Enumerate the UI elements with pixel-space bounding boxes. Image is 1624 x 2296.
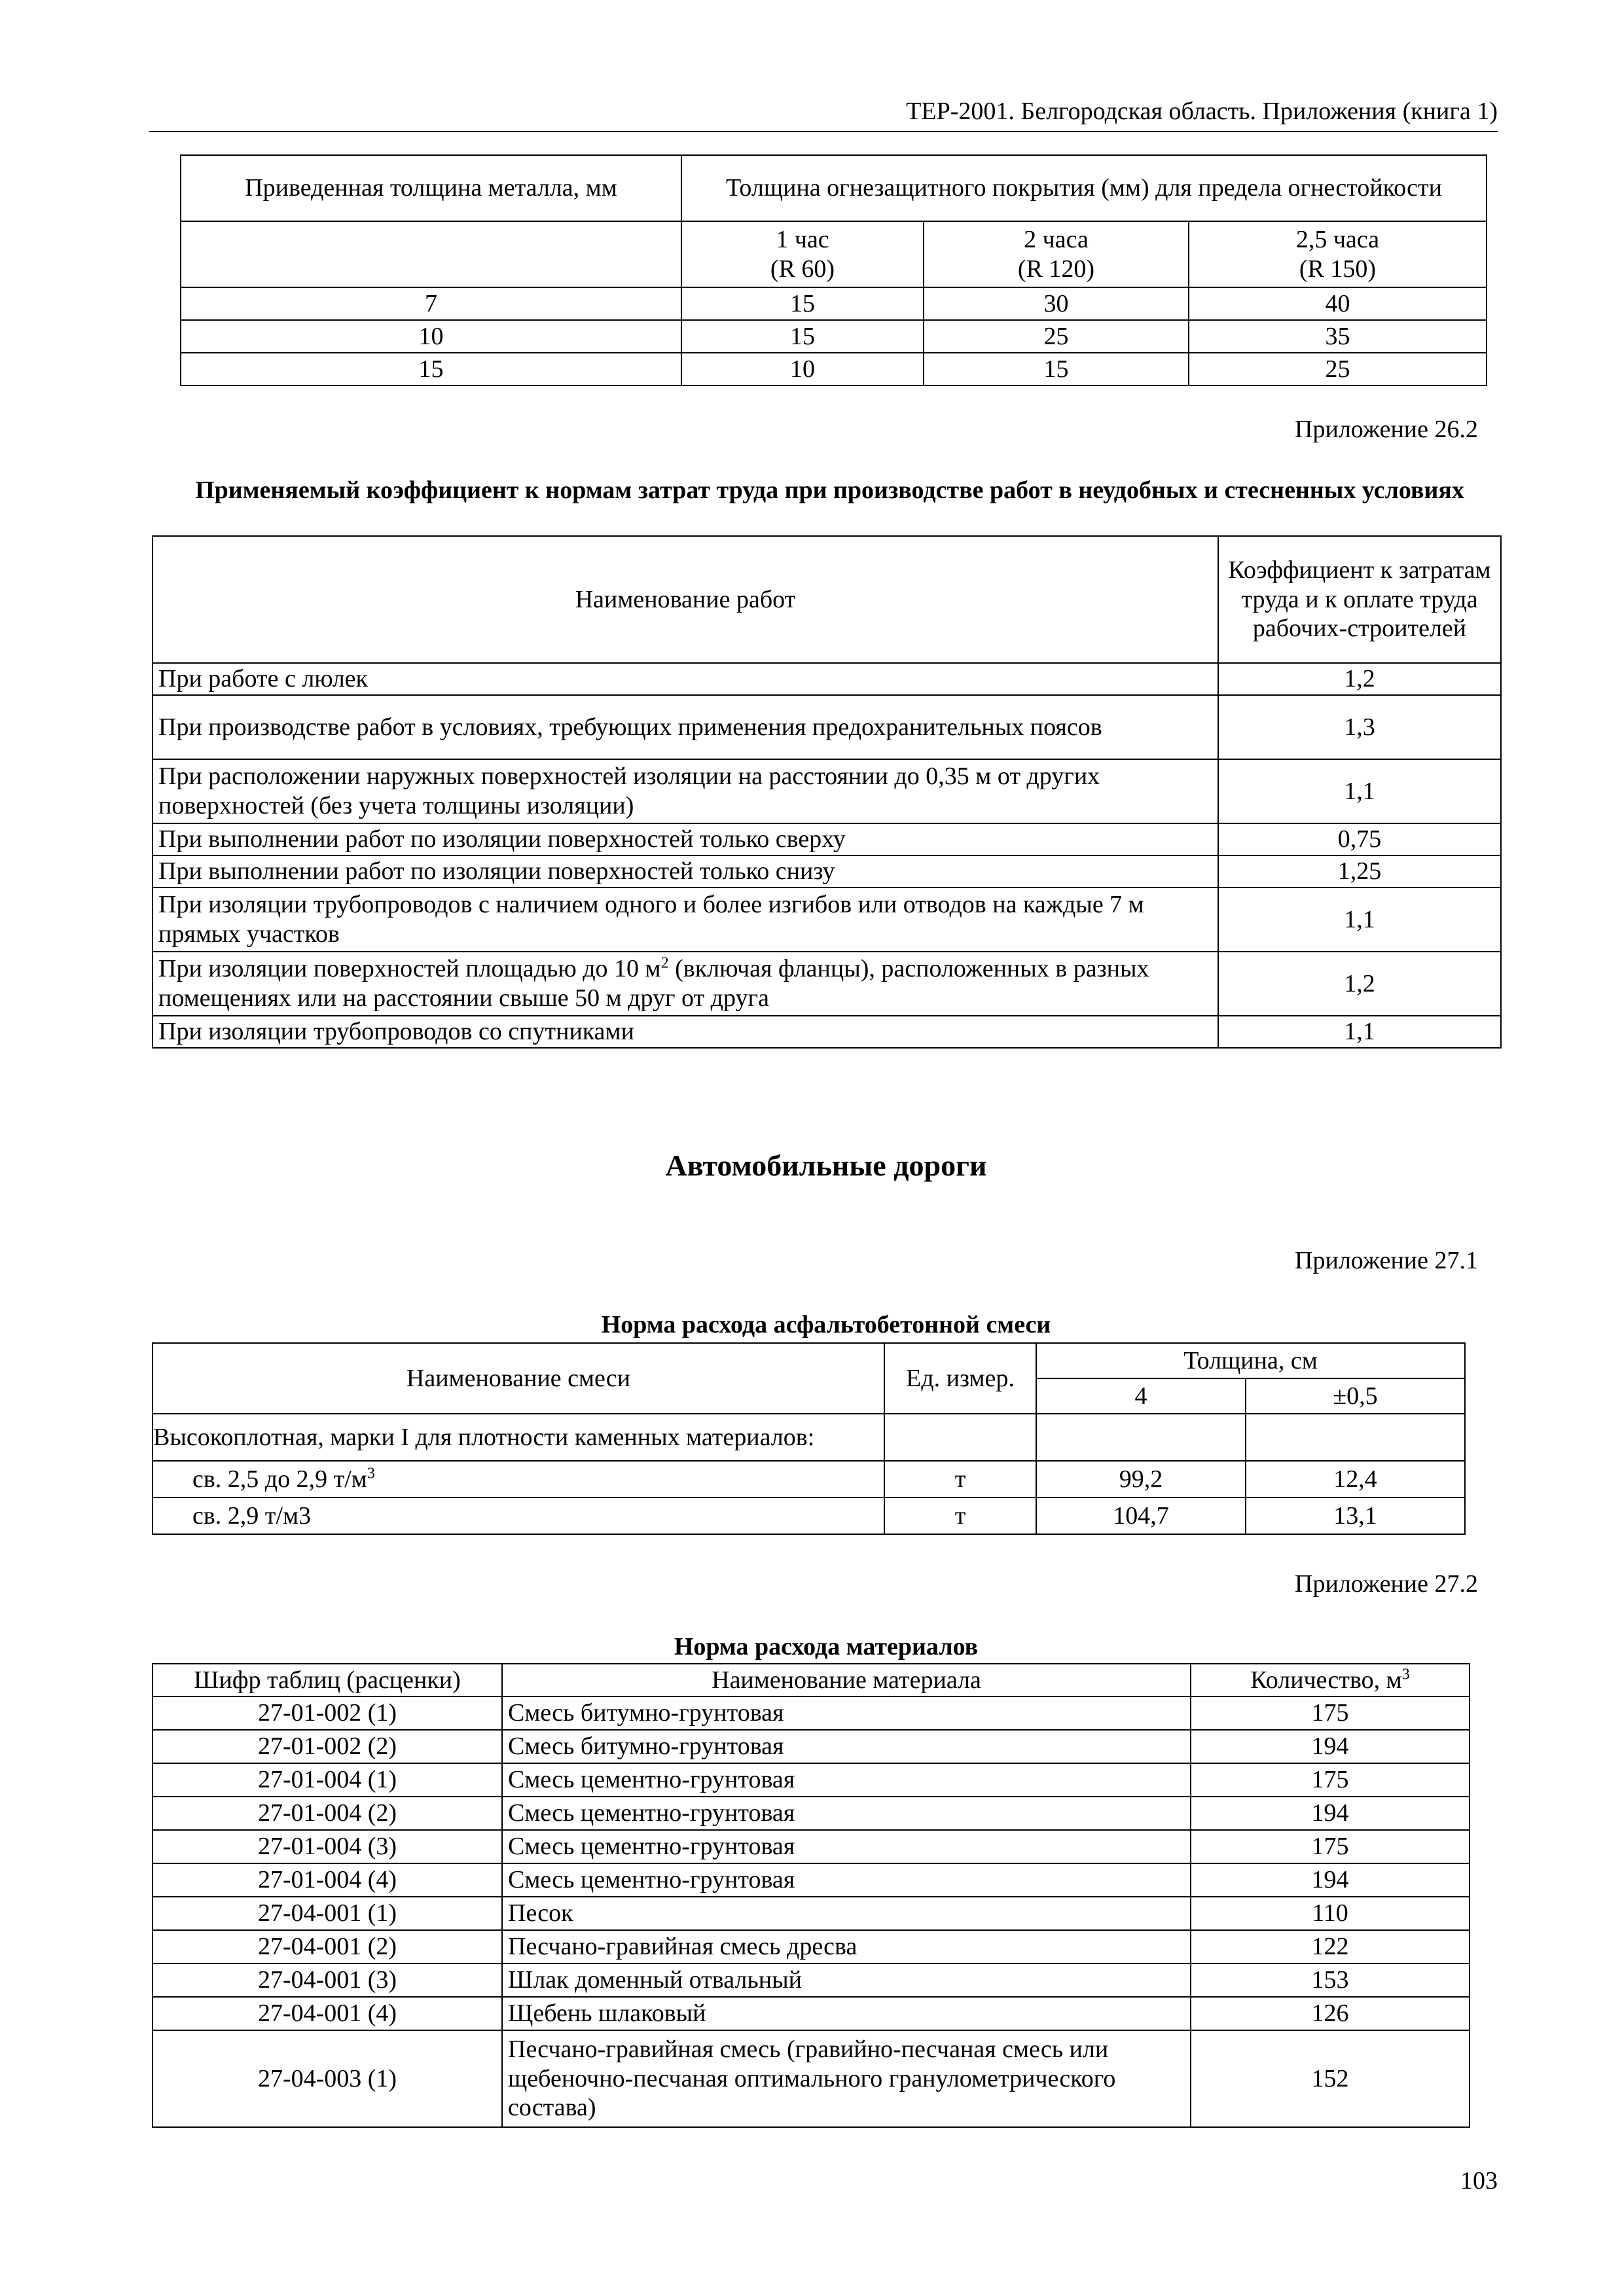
appendix-27-1-title: Норма расхода асфальтобетонной смеси xyxy=(601,1311,1051,1338)
table-row xyxy=(153,1016,1501,1048)
work-name-cell: При расположении наружных поверхностей изоляции на расстоянии до 0,35 м от других поверхностей (без учета толщины изоляции) xyxy=(153,759,1218,823)
col-unit-header: Ед. измер. xyxy=(884,1343,1036,1414)
table-row xyxy=(153,1964,1470,1997)
material-cell: Смесь битумно-грунтовая xyxy=(502,1730,1191,1763)
code-cell: 27-01-002 (2) xyxy=(153,1730,502,1763)
coefficient-cell: 1,3 xyxy=(1218,695,1501,759)
materials-norm-table xyxy=(152,1663,1470,2128)
coefficient-cell: 1,25 xyxy=(1218,855,1501,888)
quantity-cell: 194 xyxy=(1191,1797,1470,1830)
table-row xyxy=(153,1897,1470,1930)
material-cell: Смесь битумно-грунтовая xyxy=(502,1696,1191,1730)
work-name-cell: При производстве работ в условиях, требующих применения предохранительных поясов xyxy=(153,695,1218,759)
table-row xyxy=(153,952,1501,1016)
quantity-cell: 194 xyxy=(1191,1730,1470,1763)
unit-cell: т xyxy=(884,1461,1036,1498)
empty-cell xyxy=(1246,1414,1465,1461)
value-cell: 12,4 xyxy=(1246,1461,1465,1498)
col-coefficient-header: Коэффициент к затратам труда и к оплате труда рабочих-строителей xyxy=(1218,536,1501,663)
table-row xyxy=(181,320,1487,353)
table-row xyxy=(153,1830,1470,1863)
col-mix-name-header: Наименование смеси xyxy=(153,1343,884,1414)
table-row xyxy=(153,1997,1470,2030)
material-cell: Песчано-гравийная смесь дресва xyxy=(502,1930,1191,1964)
coefficient-cell: 0,75 xyxy=(1218,823,1501,855)
cell: 15 xyxy=(924,353,1189,386)
cell: 30 xyxy=(924,287,1189,320)
table-row xyxy=(181,287,1487,320)
cell: 15 xyxy=(681,320,924,353)
quantity-cell: 175 xyxy=(1191,1830,1470,1863)
cell: 25 xyxy=(924,320,1189,353)
code-cell: 27-01-004 (1) xyxy=(153,1763,502,1797)
empty-cell xyxy=(1036,1414,1246,1461)
value-cell: 13,1 xyxy=(1246,1498,1465,1534)
code-cell: 27-04-001 (3) xyxy=(153,1964,502,1997)
code-cell: 27-01-004 (3) xyxy=(153,1830,502,1863)
cell: 10 xyxy=(681,353,924,386)
table-row xyxy=(153,663,1501,695)
col-code-header: Шифр таблиц (расценки) xyxy=(153,1664,502,1696)
table-row xyxy=(153,1763,1470,1797)
material-cell: Песок xyxy=(502,1897,1191,1930)
material-cell: Смесь цементно-грунтовая xyxy=(502,1863,1191,1897)
table-row xyxy=(181,353,1487,386)
material-cell: Смесь цементно-грунтовая xyxy=(502,1830,1191,1863)
cell: 25 xyxy=(1189,353,1487,386)
col-thickness-header: Толщина, см xyxy=(1036,1343,1465,1378)
table-row xyxy=(153,1461,1465,1498)
cell: 15 xyxy=(181,353,681,386)
material-cell: Смесь цементно-грунтовая xyxy=(502,1797,1191,1830)
quantity-cell: 175 xyxy=(1191,1696,1470,1730)
code-cell: 27-01-004 (2) xyxy=(153,1797,502,1830)
code-cell: 27-04-001 (2) xyxy=(153,1930,502,1964)
work-name-cell: При выполнении работ по изоляции поверхностей только сверху xyxy=(153,823,1218,855)
work-name-cell: При изоляции поверхностей площадью до 10 $м^2$ (включая фланцы), расположенных в разных помещениях или на расстоянии свыше 50 м друг от друга xyxy=(153,952,1218,1016)
appendix-26-2-label: Приложение 26.2 xyxy=(1295,416,1478,443)
work-name-cell: При изоляции трубопроводов с наличием одного и более изгибов или отводов на каждые 7 м прямых участков xyxy=(153,888,1218,952)
quantity-cell: 152 xyxy=(1191,2030,1470,2127)
appendix-27-1-label: Приложение 27.1 xyxy=(1295,1247,1478,1274)
empty-cell xyxy=(181,221,681,287)
code-cell: 27-01-004 (4) xyxy=(153,1863,502,1897)
section-title: Автомобильные дороги xyxy=(665,1149,987,1182)
work-name-cell: При выполнении работ по изоляции поверхностей только снизу xyxy=(153,855,1218,888)
coefficient-cell: 1,2 xyxy=(1218,952,1501,1016)
header-rule xyxy=(149,131,1498,132)
code-cell: 27-04-003 (1) xyxy=(153,2030,502,2127)
table-row xyxy=(153,1730,1470,1763)
table-row xyxy=(153,1498,1465,1534)
table-row xyxy=(153,695,1501,759)
work-name-cell: При изоляции трубопроводов со спутниками xyxy=(153,1016,1218,1048)
sub-header-r60: 1 час (R 60) xyxy=(681,221,924,287)
code-cell: 27-04-001 (1) xyxy=(153,1897,502,1930)
fire-coating-table xyxy=(180,154,1487,386)
coefficient-cell: 1,1 xyxy=(1218,888,1501,952)
unit-cell: т xyxy=(884,1498,1036,1534)
value-cell: 104,7 xyxy=(1036,1498,1246,1534)
quantity-cell: 110 xyxy=(1191,1897,1470,1930)
table-row xyxy=(153,1414,1465,1461)
table-row xyxy=(153,855,1501,888)
quantity-cell: 126 xyxy=(1191,1997,1470,2030)
table-row xyxy=(153,888,1501,952)
col-metal-thickness-header: Приведенная толщина металла, мм xyxy=(181,155,681,221)
table-row xyxy=(153,1696,1470,1730)
col-coating-group-header: Толщина огнезащитного покрытия (мм) для предела огнестойкости xyxy=(681,155,1487,221)
material-cell: Шлак доменный отвальный xyxy=(502,1964,1191,1997)
code-cell: 27-01-002 (1) xyxy=(153,1696,502,1730)
col-work-name-header: Наименование работ xyxy=(153,536,1218,663)
material-cell: Щебень шлаковый xyxy=(502,1997,1191,2030)
sub-header-r150: 2,5 часа (R 150) xyxy=(1189,221,1487,287)
material-cell: Песчано-гравийная смесь (гравийно-песчаная смесь или щебеночно-песчаная оптимального гранулометрического состава) xyxy=(502,2030,1191,2127)
coefficient-cell: 1,1 xyxy=(1218,1016,1501,1048)
col-material-header: Наименование материала xyxy=(502,1664,1191,1696)
mix-name-cell: св. 2,9 т/м3 xyxy=(153,1498,884,1534)
table-row xyxy=(153,1930,1470,1964)
coefficient-cell: 1,2 xyxy=(1218,663,1501,695)
mix-name-cell: св. 2,5 до 2,9 $т/м^3$ xyxy=(153,1461,884,1498)
sub-header-r120: 2 часа (R 120) xyxy=(924,221,1189,287)
cell: 10 xyxy=(181,320,681,353)
empty-cell xyxy=(884,1414,1036,1461)
table-row xyxy=(153,1797,1470,1830)
table-row xyxy=(153,2030,1470,2127)
appendix-27-2-label: Приложение 27.2 xyxy=(1295,1570,1478,1598)
cell: 15 xyxy=(681,287,924,320)
group-row-label: Высокоплотная, марки I для плотности каменных материалов: xyxy=(153,1414,884,1461)
cell: 35 xyxy=(1189,320,1487,353)
value-cell: 99,2 xyxy=(1036,1461,1246,1498)
labor-coefficient-table xyxy=(152,535,1502,1049)
work-name-cell: При работе с люлек xyxy=(153,663,1218,695)
asphalt-mix-table xyxy=(152,1342,1466,1535)
col-quantity-header: Количество, $м^3$ xyxy=(1191,1664,1470,1696)
sub-header-pm: ±0,5 xyxy=(1246,1378,1465,1414)
appendix-26-2-title: Применяемый коэффициент к нормам затрат труда при производстве работ в неудобных и стесненных условиях xyxy=(195,476,1464,504)
cell: 7 xyxy=(181,287,681,320)
quantity-cell: 175 xyxy=(1191,1763,1470,1797)
table-row xyxy=(153,823,1501,855)
running-header: ТЕР-2001. Белгородская область. Приложения (книга 1) xyxy=(906,98,1498,125)
table-row xyxy=(153,759,1501,823)
code-cell: 27-04-001 (4) xyxy=(153,1997,502,2030)
quantity-cell: 194 xyxy=(1191,1863,1470,1897)
coefficient-cell: 1,1 xyxy=(1218,759,1501,823)
table-row xyxy=(153,1863,1470,1897)
quantity-cell: 153 xyxy=(1191,1964,1470,1997)
appendix-27-2-title: Норма расхода материалов xyxy=(674,1633,979,1660)
quantity-cell: 122 xyxy=(1191,1930,1470,1964)
page-number: 103 xyxy=(1460,2167,1498,2195)
cell: 40 xyxy=(1189,287,1487,320)
sub-header-4: 4 xyxy=(1036,1378,1246,1414)
material-cell: Смесь цементно-грунтовая xyxy=(502,1763,1191,1797)
